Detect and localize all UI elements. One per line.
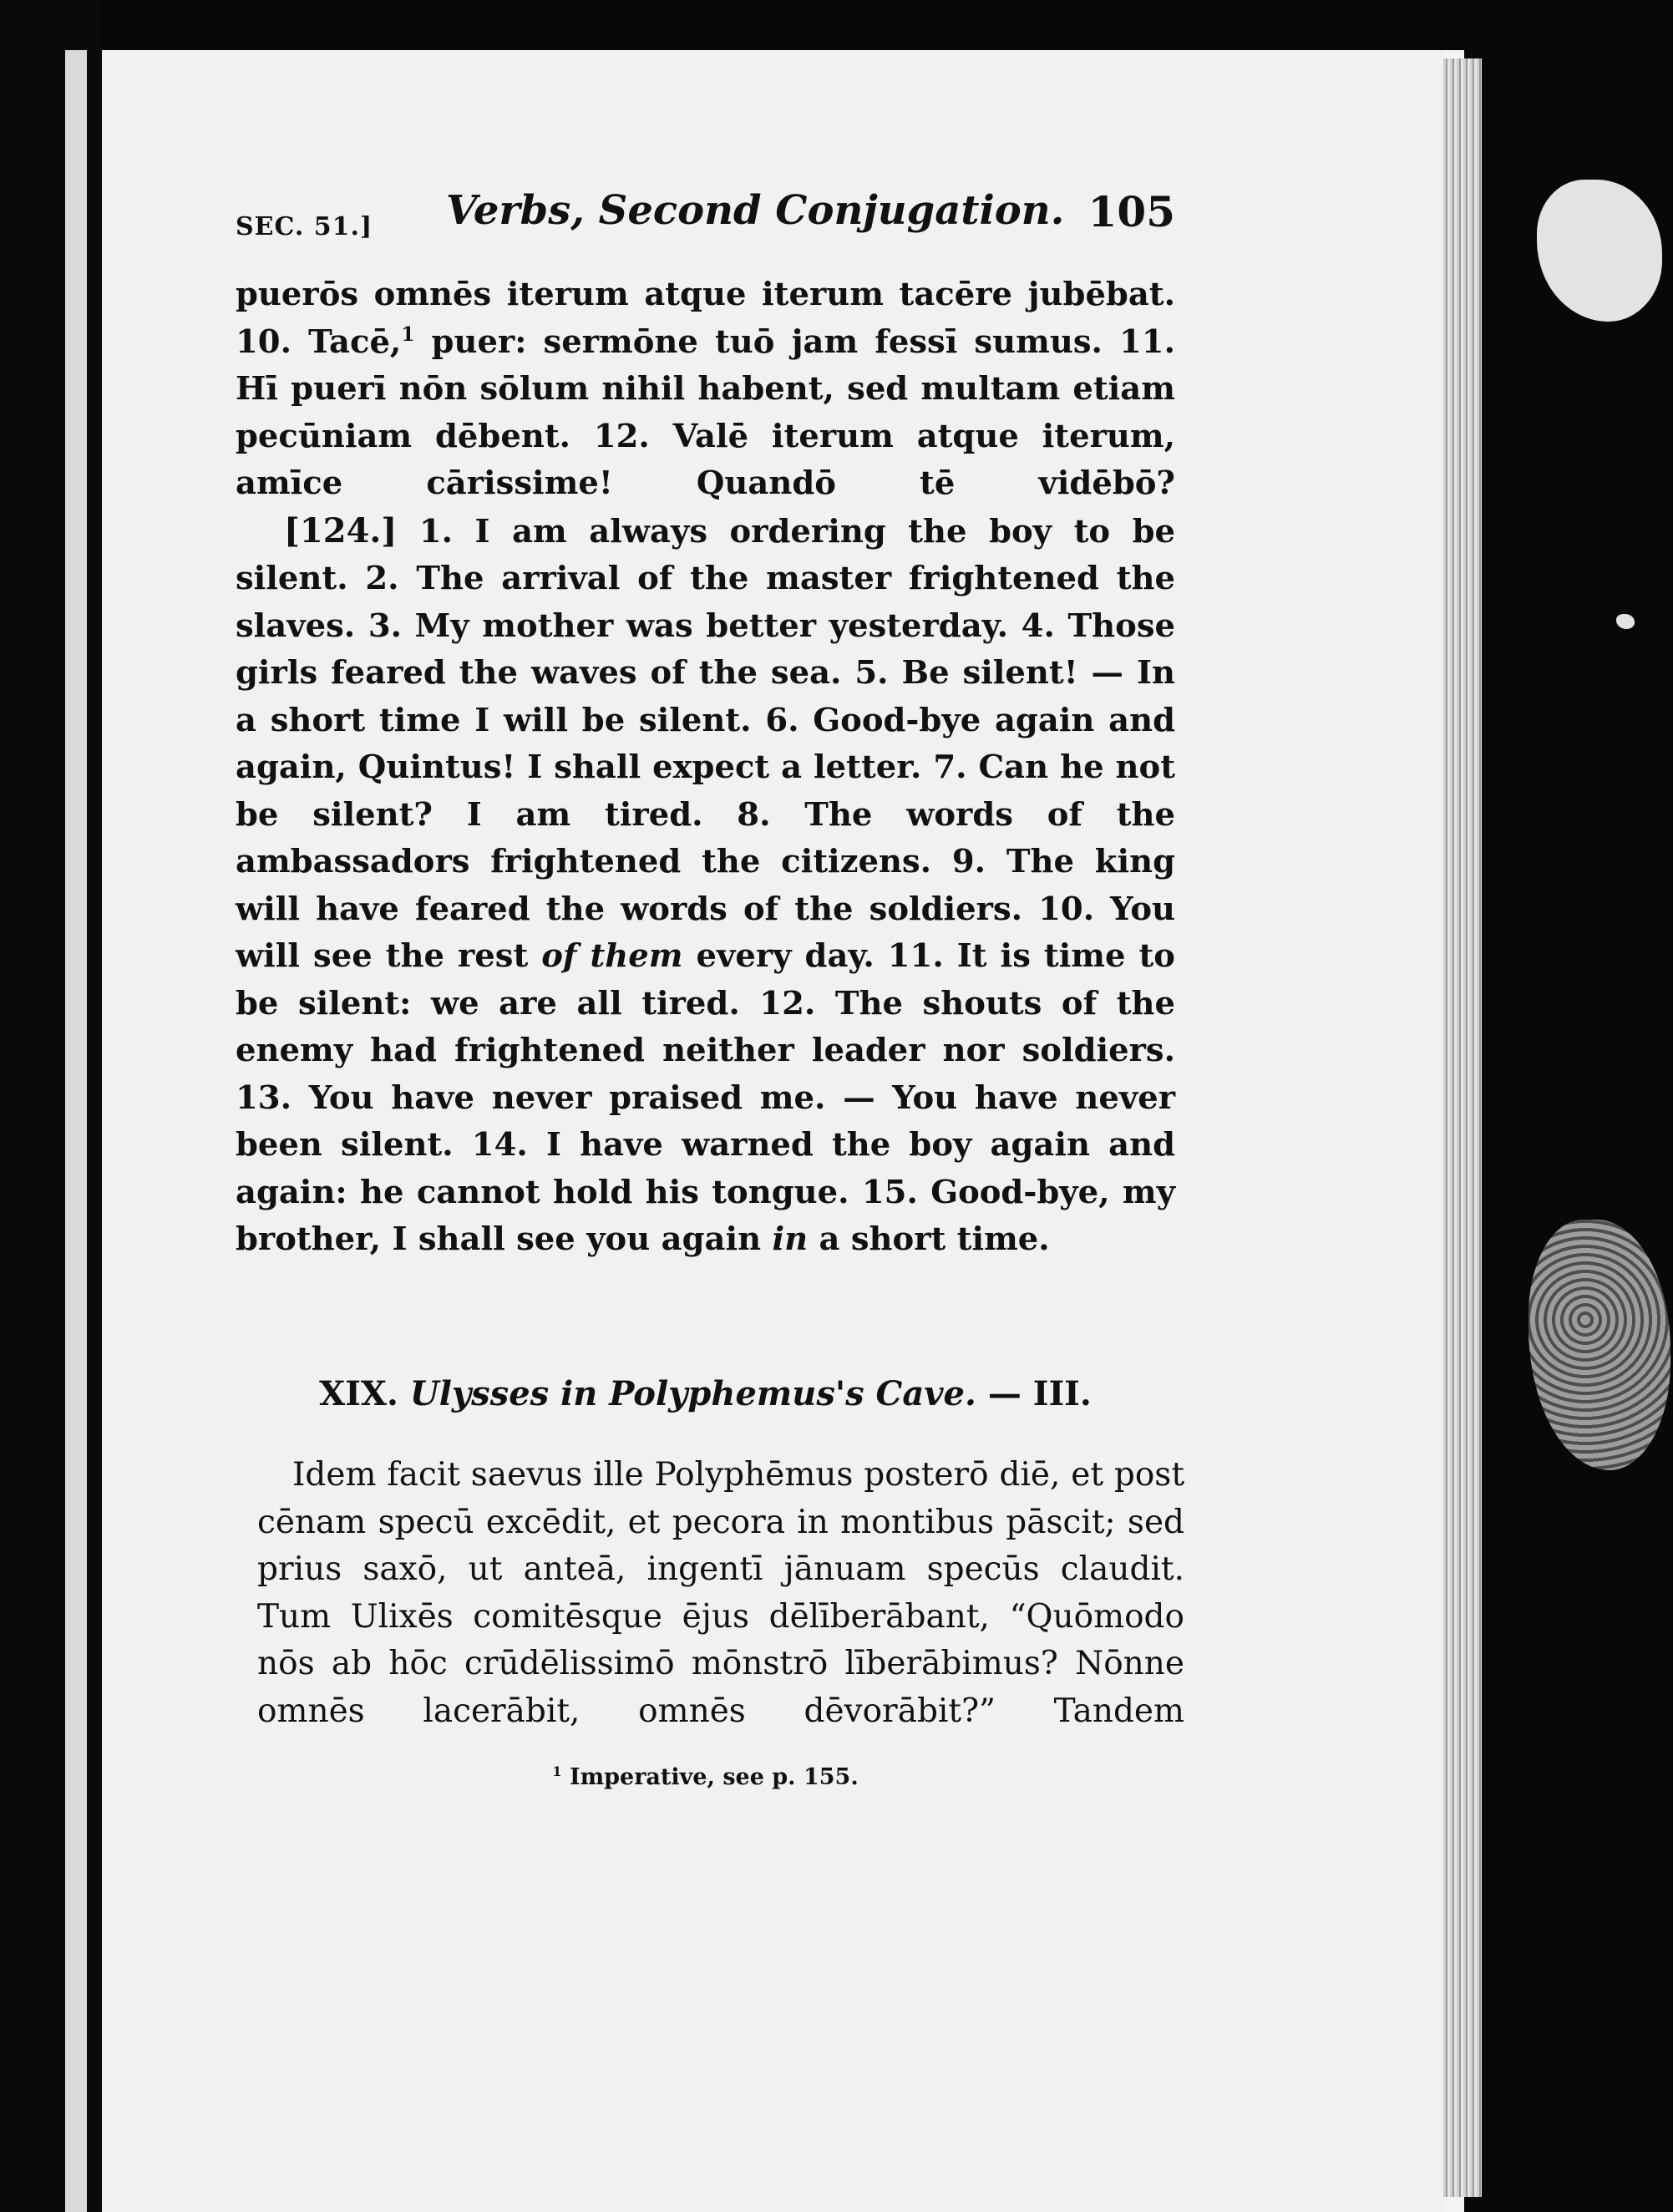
- page-stack-edge: [1443, 58, 1482, 2197]
- header-section: SEC. 51.]: [236, 212, 373, 241]
- footnote-marker: 1: [552, 1763, 562, 1779]
- english-italic-of-them: of them: [541, 937, 683, 975]
- scan-right-border: [1464, 0, 1673, 2212]
- section-heading: [236, 1374, 1175, 1413]
- section-numeral: XIX.: [319, 1374, 398, 1413]
- page-number: 105: [1087, 187, 1175, 236]
- scan-top-border: [0, 0, 1673, 50]
- english-exercise: [236, 508, 1175, 1264]
- latin-exercise: [236, 271, 1175, 508]
- story-paragraph: Idem facit saevus ille Polyphēmus posterō diē, et post cēnam specū excēdit, et pecora in montibus pāscit; sed prius saxō, ut anteā, ingentī jānuam specūs claudit. Tum Ulixēs comitēsque ējus dēlīberābant, “Quōmodo nōs ab hōc crūdēlissimō mōnstrō līberābimus? Nōnne omnēs lacerābit, omnēs dēvorābit?” Tandem: [257, 1456, 1184, 1730]
- footnote: [236, 1764, 1175, 1790]
- footnote-text: Imperative, see p. 155.: [561, 1764, 859, 1790]
- section-part: — III.: [976, 1374, 1092, 1413]
- english-italic-in: in: [772, 1220, 809, 1258]
- latin-line-1: puerōs omnēs iterum atque iterum tacēre jubēbat.: [236, 276, 1175, 313]
- english-text-2: every day. 11. It is time to be silent: we are all tired. 12. The shouts of the enemy had frightened neither leader nor soldiers. 13. You have never praised me. — You have never been silent. 14. I have warned the boy again and again: he cannot hold his tongue. 15. Good-bye, my brother, I shall see you again: [236, 937, 1175, 1258]
- scan-artifact: [1616, 614, 1635, 629]
- header-title: Verbs, Second Conjugation.: [446, 187, 1065, 234]
- latin-items-rest: puer: sermōne tuō jam fessī sumus. 11. Hī puerī nōn sōlum nihil habent, sed multam etiam pecūniam dēbent. 12. Valē iterum atque iterum, amīce cārissime! Quandō tē vidēbō?: [236, 322, 1175, 502]
- exercise-text: [236, 271, 1175, 1264]
- facing-page-edge: [65, 50, 87, 2212]
- section-title: Ulysses in Polyphemus's Cave.: [409, 1374, 976, 1413]
- story-text: [257, 1452, 1184, 1735]
- footnote-ref: 1: [401, 322, 415, 346]
- latin-item-10: 10. Tacē,: [236, 322, 402, 361]
- english-text-3: a short time.: [808, 1220, 1050, 1258]
- english-text-1: 1. I am always ordering the boy to be silent. 2. The arrival of the master frightened the slaves. 3. My mother was better yesterday. 4. Those girls feared the waves of the sea. 5. Be silent! — In a short time I will be silent. 6. Good-bye again and again, Quintus! I shall expect a letter. 7. Can he not be silent? I am tired. 8. The words of the ambassadors frightened the citizens. 9. The king will have feared the words of the soldiers. 10. You will see the rest: [236, 512, 1175, 975]
- exercise-number: [124.]: [284, 510, 398, 550]
- running-header: [236, 187, 1175, 262]
